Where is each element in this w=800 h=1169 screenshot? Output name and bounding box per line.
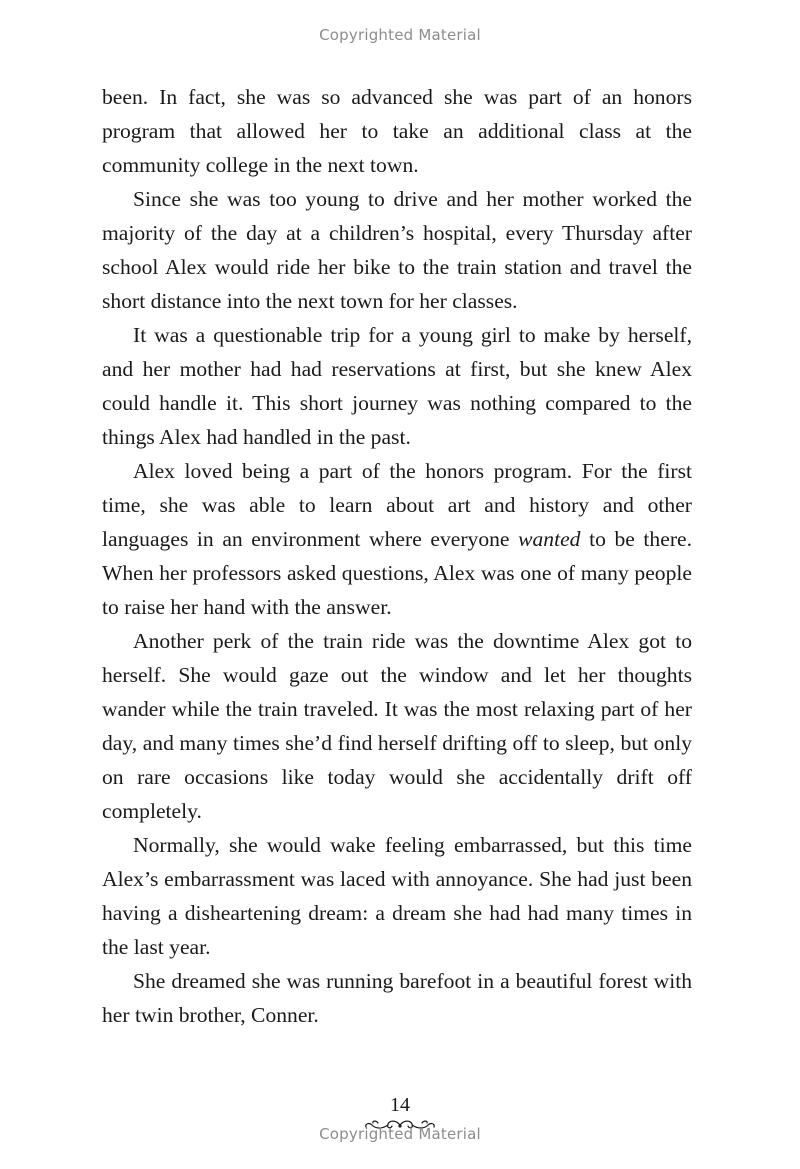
- paragraph-4-emphasis: wanted: [518, 527, 581, 551]
- paragraph-7: She dreamed she was running barefoot in a beautiful forest with her twin brother, Conner.: [102, 969, 692, 1027]
- paragraph-5: Another perk of the train ride was the downtime Alex got to herself. She would gaze out the window and let her thoughts wander while the train traveled. It was the most relaxing part of her day, and many times she’d find herself drifting off to sleep, but only on rare occasions like today would she accidentally drift off completely.: [102, 629, 692, 823]
- body-text: [102, 80, 692, 1032]
- paragraph-4-before: Alex loved being a part of the honors program. For the first time, she was able to learn about art and history and other languages in an environment where everyone: [102, 459, 692, 551]
- page-number: 14: [390, 1094, 410, 1116]
- paragraph-2: Since she was too young to drive and her mother worked the majority of the day at a children’s hospital, every Thursday after school Alex would ride her bike to the train station and travel the short distance into the next town for her classes.: [102, 187, 692, 313]
- watermark-top: Copyrighted Material: [319, 26, 481, 44]
- paragraph-4: [102, 454, 692, 624]
- watermark-bottom: Copyrighted Material: [319, 1125, 481, 1143]
- paragraph-1: been. In fact, she was so advanced she was part of an honors program that allowed her to take an additional class at the community college in the next town.: [102, 85, 692, 177]
- paragraph-4-after: to be there. When her professors asked questions, Alex was one of many people to raise her hand with the answer.: [102, 527, 692, 619]
- paragraph-6: Normally, she would wake feeling embarrassed, but this time Alex’s embarrassment was laced with annoyance. She had just been having a disheartening dream: a dream she had had many times in the last year.: [102, 833, 692, 959]
- paragraph-3: It was a questionable trip for a young girl to make by herself, and her mother had had reservations at first, but she knew Alex could handle it. This short journey was nothing compared to the things Alex had handled in the past.: [102, 323, 692, 449]
